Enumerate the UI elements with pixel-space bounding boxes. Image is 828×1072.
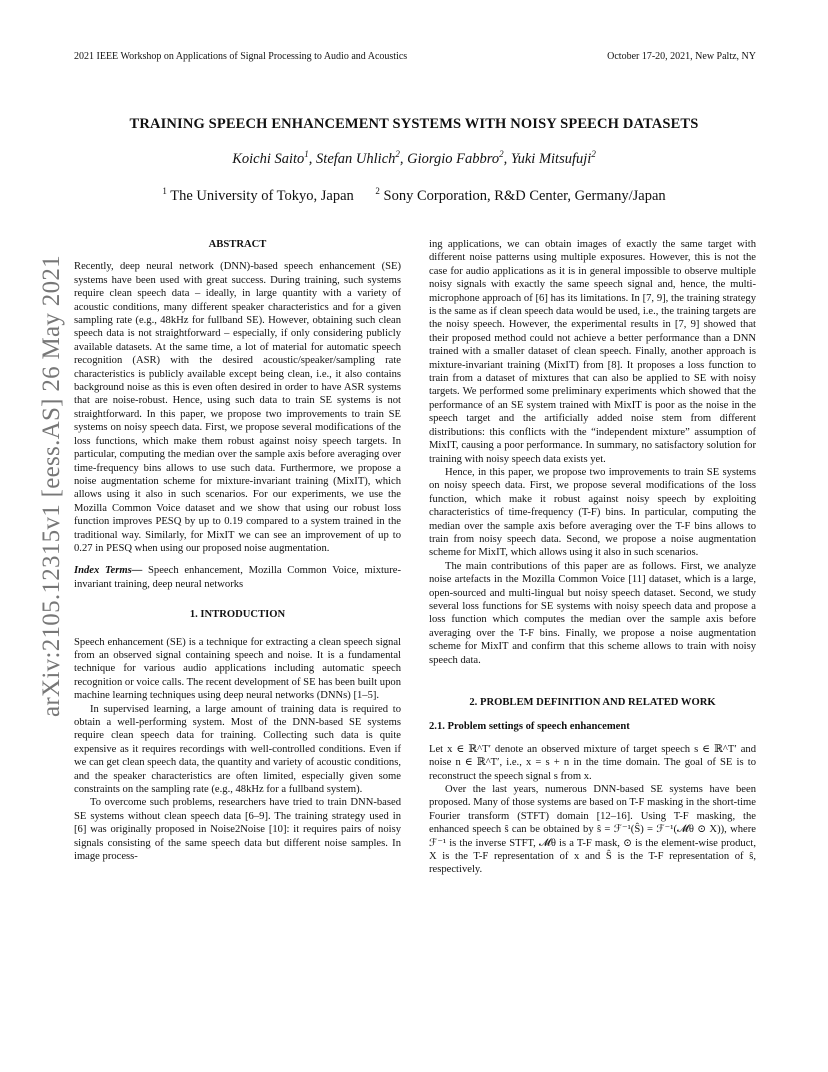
abstract-body: Recently, deep neural network (DNN)-based speech enhancement (SE) systems have been used with great success. During training, such systems require clean speech data – ideally, in large quantity with a variety of acoustic conditions, many different speaker characteristics and for a given sampling rate (e.g., 48kHz for fullband SE). However, obtaining such clean speech data is not straightforward – especially, if only considering publicly available datasets. At the same time, a lot of material for automatic speech recognition (ASR) with the desired acoustic/speaker/sampling rate characteristics is publicly available except being clean, i.e., it also contains background noise as this is even often desired in order to have ASR systems that are noise-robust. Hence, using such data to train SE systems is not straightforward. In this paper, we propose two improvements to train SE systems on noisy speech data. First, we propose several modifications of the loss functions, which make them robust against noisy speech targets. In particular, computing the median over the sample axis before averaging over time-frequency bins allows to use such data. Furthermore, we propose a noise augmentation scheme for mixture-invariant training (MixIT), which allows using it also in such scenarios. For our experiments, we use the Mozilla Common Voice dataset and we show that using our robust loss function improves PESQ by up to 0.19 compared to a system trained in the traditional way. Similarly, for MixIT we can see an improvement of up to 0.27 in PESQ when using our proposed noise augmentation. <box>74 261 401 554</box>
arxiv-stamp: arXiv:2105.12315v1 [eess.AS] 26 May 2021 <box>38 255 65 717</box>
intro-paragraph: In supervised learning, a large amount of training data is required to obtain a well-performing system. Most of the DNN-based SE systems require clean speech data for training. Collecting such data is quite expensive as it requires recordings with well-controlled conditions. Even if we can get clean speech data, the quantity and variety of acoustic conditions, and the speaker characteristics are often limited, especially given some constraints on the sampling rate (e.g., 48kHz for a fullband system). <box>74 703 401 796</box>
right-column <box>429 238 756 877</box>
section2-paragraph: Over the last years, numerous DNN-based SE systems have been proposed. Many of those systems are based on T-F masking in the short-time Fourier transform (STFT) domain [12–16]. Using T-F masking, the enhanced speech ŝ can be obtained by ŝ = ℱ⁻¹(Ŝ) = ℱ⁻¹(𝓜θ ⊙ X)), where ℱ⁻¹ is the inverse STFT, 𝓜θ is a T-F mask, ⊙ is the element-wise product, X is the T-F representation of x and Ŝ is the T-F representation of ŝ, respectively. <box>429 784 756 876</box>
author-separator: , <box>399 150 408 167</box>
intro-paragraph: Speech enhancement (SE) is a technique for extracting a clean speech signal from an observed signal containing speech and noise. It is a fundamental technique for various audio applications including automatic speech recognition or voice calls. The recent development of SE has been built upon machine learning techniques using deep neural networks (DNNs) [1–5]. <box>74 636 401 702</box>
abstract-heading: ABSTRACT <box>208 239 267 250</box>
author-separator: , <box>308 150 317 167</box>
affiliation: Sony Corporation, R&D Center, Germany/Japan <box>379 187 666 204</box>
author-affil-mark: 2 <box>395 149 400 159</box>
affil-mark: 1 <box>162 186 167 196</box>
author-affil-mark: 1 <box>304 149 309 159</box>
running-header-right: October 17-20, 2021, New Paltz, NY <box>607 51 756 62</box>
paper-title: TRAINING SPEECH ENHANCEMENT SYSTEMS WITH NOISY SPEECH DATASETS <box>129 116 699 132</box>
intro-paragraph: The main contributions of this paper are as follows. First, we analyze noise artefacts in the Mozilla Common Voice [11] dataset, which is a large, open-sourced and multi-lingual but noisy speech dataset. Second, we study several loss functions for SE systems with noisy speech data and propose a loss function which computes the median over the sample axis before averaging over the T-F bins. Finally, we propose a noise augmentation scheme for MixIT and confirm that this scheme allows to train with noisy speech data. <box>429 560 756 666</box>
left-column <box>74 238 401 863</box>
author-name: Giorgio Fabbro <box>407 150 500 167</box>
author-list <box>0 149 828 168</box>
index-terms-text: Speech enhancement, Mozilla Common Voice, mixture-invariant training, deep neural networks <box>74 565 401 590</box>
section-heading-2: 2. PROBLEM DEFINITION AND RELATED WORK <box>469 697 716 708</box>
intro-paragraph: Hence, in this paper, we propose two improvements to train SE systems on noisy speech data. First, we propose several modifications of the loss function, which make it robust against noisy speech by exploiting characteristics of time-frequency (T-F) bins. In particular, computing the median over the sample axis before averaging over the T-F bins allows to train from noisy speech data. Second, we propose a noise augmentation scheme for MixIT, which allows using it also in such scenarios. <box>429 466 756 559</box>
author-affil-mark: 2 <box>591 149 596 159</box>
section2-paragraph: Let x ∈ ℝ^T′ denote an observed mixture of target speech s ∈ ℝ^T′ and noise n ∈ ℝ^T′, i.e., x = s + n in the time domain. The goal of SE is to reconstruct the speech signal s from x. <box>429 743 756 782</box>
author-name: Koichi Saito <box>232 150 305 167</box>
author-affil-mark: 2 <box>499 149 504 159</box>
running-header-left: 2021 IEEE Workshop on Applications of Signal Processing to Audio and Acoustics <box>74 51 408 62</box>
author-name: Stefan Uhlich <box>316 150 396 167</box>
index-terms-label: Index Terms— <box>74 565 143 577</box>
intro-paragraph-continued: ing applications, we can obtain images of exactly the same target with different noise patterns using multiple exposures. However, this is not the case for audio applications as it is in general impossible to observe multiple noisy signals with exactly the same speech signal and, hence, the multi-microphone approach of [6] has its limitations. In [7, 9], the training strategy is the same as if clean speech data would be used, i.e., the training targets are the noisy speech. However, the experimental results in [7, 9] showed that their proposed method could not achieve a better performance than a DNN trained with a smaller dataset of clean speech. Finally, another approach is mixture-invariant training (MixIT) from [8]. It proposes a loss function to train from a dataset of mixtures that can also be applied to SE with noisy targets. We performed some preliminary experiments which showed that the performance of an SE system trained with MixIT is poor as the noise in the speech target and the artificially added noise stem from different distributions: this conflicts with the “independent mixture” assumption of MixIT, causing a poor performance. In summary, no satisfactory solution for training with noisy speech data exists yet. <box>429 239 756 465</box>
author-name: Yuki Mitsufuji <box>510 150 592 167</box>
subsection-heading-2-1: 2.1. Problem settings of speech enhancement <box>429 721 630 733</box>
affiliation-line <box>0 186 828 205</box>
affiliation: The University of Tokyo, Japan <box>166 187 354 204</box>
index-terms <box>74 564 401 591</box>
section-heading-intro: 1. INTRODUCTION <box>189 609 286 621</box>
author-separator: , <box>503 150 511 167</box>
affil-mark: 2 <box>375 186 380 196</box>
intro-paragraph-part: To overcome such problems, researchers have tried to train DNN-based SE systems without clean speech data [6–9]. The training strategy used in [6] was originally proposed in Noise2Noise [10]: it requires pairs of noisy signals consisting of the same speech data but different noise samples. In image process- <box>74 797 401 863</box>
